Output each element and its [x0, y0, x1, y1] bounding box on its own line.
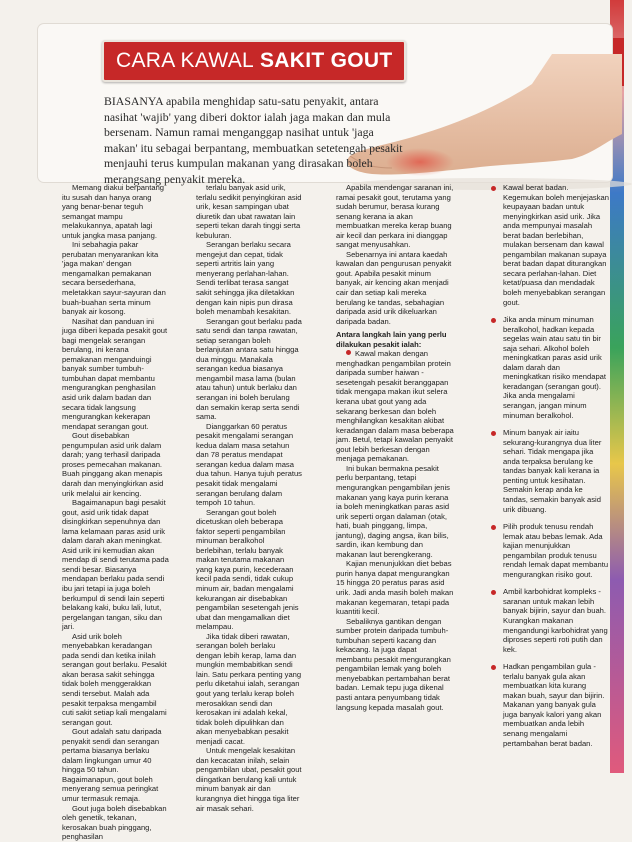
bullet-text: Kawal makan dengan menghadkan pengambilan protein daripada sumber haiwan - sesetengah pesakit beranggapan tidak mengapa makan ikut selera kerana ubat gout yang ada sekarang berkesan dan boleh menghilangkan kesakitan akibat keradangan dalam masa beberapa jam. Betul, tetapi kawalan penyakit gout lebih berkesan dengan menjaga pemakanan. — [336, 349, 454, 464]
list-item — [491, 183, 609, 307]
list-item-text: Hadkan pengambilan gula - terlalu banyak gula akan membuatkan kita kurang makan buah, sayur dan bijirin. Makanan yang banyak gula juga banyak kalori yang akan membuatkan anda lebih senang mengalami pertambahan berat badan. — [503, 662, 605, 748]
paragraph: Nasihat dan panduan ini juga diberi kepada pesakit gout bagi mengelak serangan berulang, ini kerana pemakanan menganduingi banyak sumber tumbuh-tumbuhan dapat membantu mengurangkan penghasilan asid urik dalam badan dan secara tidak langsung mengurangkan kekerapan mendapat serangan gout. — [62, 316, 168, 431]
paragraph: Ini bukan bermakna pesakit perlu berpantang, tetapi mengurangkan pengambilan jenis makanan yang kaya purin kerana ia boleh meningkatkan paras asid urik seperti organ dalaman (otak, hati, buah pinggang, limpa, jantung), daging angsa, ikan bilis, sardin, ikan kembung dan makanan laut berengkerang. — [336, 463, 450, 559]
bullet-icon — [491, 318, 496, 323]
paragraph: Untuk mengelak kesakitan dan kecacatan inilah, selain pengambilan ubat, pesakit gout diingatkan berulang kali untuk minum banyak air dan kurangnya diet hingga tiga liter air masak sehari. — [196, 746, 302, 813]
paragraph: Gout adalah satu daripada penyakit sendi dan serangan pertama biasanya berlaku dalam lingkungan umur 40 hingga 50 tahun. Bagaimanapun, gout boleh menyerang semua peringkat umur termasuk remaja. — [62, 727, 162, 803]
column-4 — [491, 183, 609, 756]
list-item — [491, 662, 609, 748]
bullet-icon — [346, 350, 351, 355]
paragraph: Serangan gout boleh dicetuskan oleh beberapa faktor seperti pengambilan minuman beralkohol berlebihan, terlalu banyak makan terutama makanan yang kaya purin, kecederaan kecil pada sendi, tidak cukup minum air, badan mengalami kekurangan air disebabkan pengambilan sesetengah jenis ubat dan mengamalkan diet melampau. — [196, 507, 299, 632]
list-item-text: Pilih produk tenusu rendah lemak atau bebas lemak. Ada kajian menunjukkan pengambilan produk tenusu rendah lemak dapat membantu mengurangkan risiko gout. — [503, 522, 609, 579]
list-item-text: Kawal berat badan. Kegemukan boleh menjejaskan keupayaan badan untuk menyingkirkan asid urik. Jika anda mempunyai masalah berat badan berlebihan, mulakan bersenam dan kawal pengambilan makanan supaya berat badan dapat diturangkan secara perlahan-lahan. Diet ketat/puasa dan mendadak boleh menyebabkan serangan gout. — [503, 183, 609, 307]
paragraph: Memang diakui berpantang itu susah dan hanya orang yang benar-benar teguh semangat mampu melakukannya, apatah lagi untuk jangka masa panjang. — [62, 183, 165, 240]
article-intro — [104, 94, 404, 188]
list-item — [491, 522, 609, 579]
column-2 — [196, 183, 302, 813]
title-light: CARA KAWAL — [116, 49, 254, 72]
bullet-icon — [491, 431, 496, 436]
intro-paragraph: BIASANYA apabila menghidap satu-satu penyakit, antara nasihat 'wajib' yang diberi doktor ialah jaga makan dan mula bersenam. Namun ramai menganggap nasihat untuk 'jaga makan' itu sebagai berpantang, membuatkan setetengah pesakit menjauhi terus kumpulan makanan yang dirasakan boleh merangsang penyakit mereka. — [104, 94, 403, 186]
column-1 — [62, 183, 169, 842]
steps-subheading: Antara langkah lain yang perlu dilakukan pesakit ialah: — [336, 330, 447, 349]
paragraph: Serangan gout berlaku pada satu sendi dan tanpa rawatan, setiap serangan boleh berlanjutan antara satu hingga dua minggu. Manakala serangan kedua biasanya mengambil masa lama (bulan atau tahun) untuk berlaku dan serangan ini boleh berulang dan semakin kerap serta sendi sama. — [196, 316, 302, 422]
list-item — [491, 587, 609, 654]
paragraph: Asid urik boleh menyebabkan keradangan pada sendi dan ketika inilah serangan gout berlaku. Pesakit akan berasa sakit sehingga tidak boleh menggerakkan sendi tersebut. Malah ada pesakit terpaksa mengambil cuti sakit setiap kali mengalami serangan gout. — [62, 631, 167, 727]
paragraph: Gout disebabkan pengumpulan asid urik dalam darah; yang terhasil daripada proses pemecahan makanan. Buah pinggang akan menapis darah dan menyingkirkan asid urik melalui air kencing. — [62, 431, 164, 498]
paragraph: Serangan berlaku secara mengejut dan cepat, tidak seperti artritis lain yang menyerang perlahan-lahan. Sendi terlibat terasa sangat sakit sehingga jika diletakkan dengan kain nipis pun dirasa boleh menambah kesakitan. — [196, 240, 295, 317]
bullet-paragraph — [336, 349, 454, 464]
paragraph: terlalu banyak asid urik, terlalu sedikit penyingkiran asid urik, kesan sampingan ubat diuretik dan ubat rawatan lain seperti tekan darah tinggi serta kebuluran. — [196, 183, 302, 240]
paragraph: Gout juga boleh disebabkan oleh genetik, tekanan, kerosakan buah pinggang, penghasilan — [62, 803, 167, 842]
bullet-icon — [491, 186, 496, 191]
paragraph: Dianggarkan 60 peratus pesakit mengalami serangan kedua dalam masa setahun dan 78 peratus mendapat serangan kedua dalam masa dua tahun. Hanya tujuh peratus pesakit tidak mengalami serangan berulang dalam tempoh 10 tahun. — [196, 421, 302, 508]
list-item-text: Minum banyak air iaitu sekurang-kurangnya dua liter sehari. Tidak mengapa jika anda terpaksa berulang ke tandas banyak kali kerana ia penting untuk kesihatan. Semakin kerap anda ke tandas, semakin banyak asid urik dibuang. — [503, 428, 602, 514]
paragraph: Sebenarnya ini antara kaedah kawalan dan pengurusan penyakit gout. Apabila pesakit minum banyak, air kencing akan menjadi cair dan setiap kali mereka berulang ke tandas, sebahagian daripada asid urik dikeluarkan daripada badan. — [336, 249, 452, 326]
paragraph: Sebaliknya gantikan dengan sumber protein daripada tumbuh-tumbuhan seperti kacang dan kekacang. Ia juga dapat membantu pesakit mengurangkan pengambilan lemak yang boleh menyebabkan pertambahan berat badan. Lemak tepu juga dikenal pasti antara penyumbang tidak langsung kepada masalah gout. — [336, 616, 451, 712]
list-item-text: Jika anda minum minuman beralkohol, hadkan kepada segelas wain atau satu tin bir saja sehari. Alkohol boleh meningkatkan paras asid urik dalam darah dan meningkatkan risiko mendapat keradangan (serangan gout). Jika anda mengalami serangan, jangan minum minuman beralkohol. — [503, 315, 606, 420]
list-item — [491, 428, 609, 514]
bullet-icon — [491, 590, 496, 595]
paragraph: Apabila mendengar saranan ini, ramai pesakit gout, terutama yang sudah berumur, berasa kurang senang kerana ia akan membuatkan mereka kerap buang air kecil dan perkara ini dianggap sangat menyusahkan. — [336, 183, 454, 250]
column-3 — [336, 183, 454, 712]
bullet-icon — [491, 665, 496, 670]
paragraph: Kajian menunjukkan diet bebas purin hanya dapat mengurangkan 15 hingga 20 peratus paras asid urik. Jadi anda masih boleh makan makanan kegemaran, tetapi pada kuantiti kecil. — [336, 559, 454, 617]
paragraph: Bagaimanapun bagi pesakit gout, asid urik tidak dapat disingkirkan sepenuhnya dan lama kelamaan paras asid urik dalam darah akan meningkat. Asid urik ini kemudian akan mendap di sendi terutama pada sendi besar. Biasanya mendapan berlaku pada sendi ibu jari tetapi ia juga boleh berkumpul di sendi lain seperti belakang kaki, buku lali, lutut, pergelangan tangan, siku dan jari. — [62, 498, 169, 632]
paragraph: Jika tidak diberi rawatan, serangan boleh berlaku dengan lebih kerap, lama dan mungkin membabitkan sendi lain. Satu perkara penting yang perlu diketahui ialah, serangan gout yang terlalu kerap boleh merosakkan sendi dan kerosakan ini adalah kekal, tidak boleh dipulihkan dan akan menyebabkan pesakit menjadi cacat. — [196, 631, 302, 746]
bullet-icon — [491, 525, 496, 530]
title-bold: SAKIT GOUT — [259, 49, 393, 72]
list-item — [491, 315, 609, 420]
paragraph: Ini sebahagia pakar perubatan menyarankan kita 'jaga makan' dengan mengamalkan pemakanan secara bersederhana, meletakkan sayur-sayuran dan buah-buahan serta minum banyak air kosong. — [62, 240, 166, 317]
header-panel — [38, 24, 612, 186]
list-item-text: Ambil karbohidrat kompleks - saranan untuk makan lebih banyak bijirin, sayur dan buah. Kurangkan makanan mengandungi karbohidrat yang diproses seperti roti putih dan kek. — [503, 587, 608, 654]
article-title — [102, 40, 406, 82]
